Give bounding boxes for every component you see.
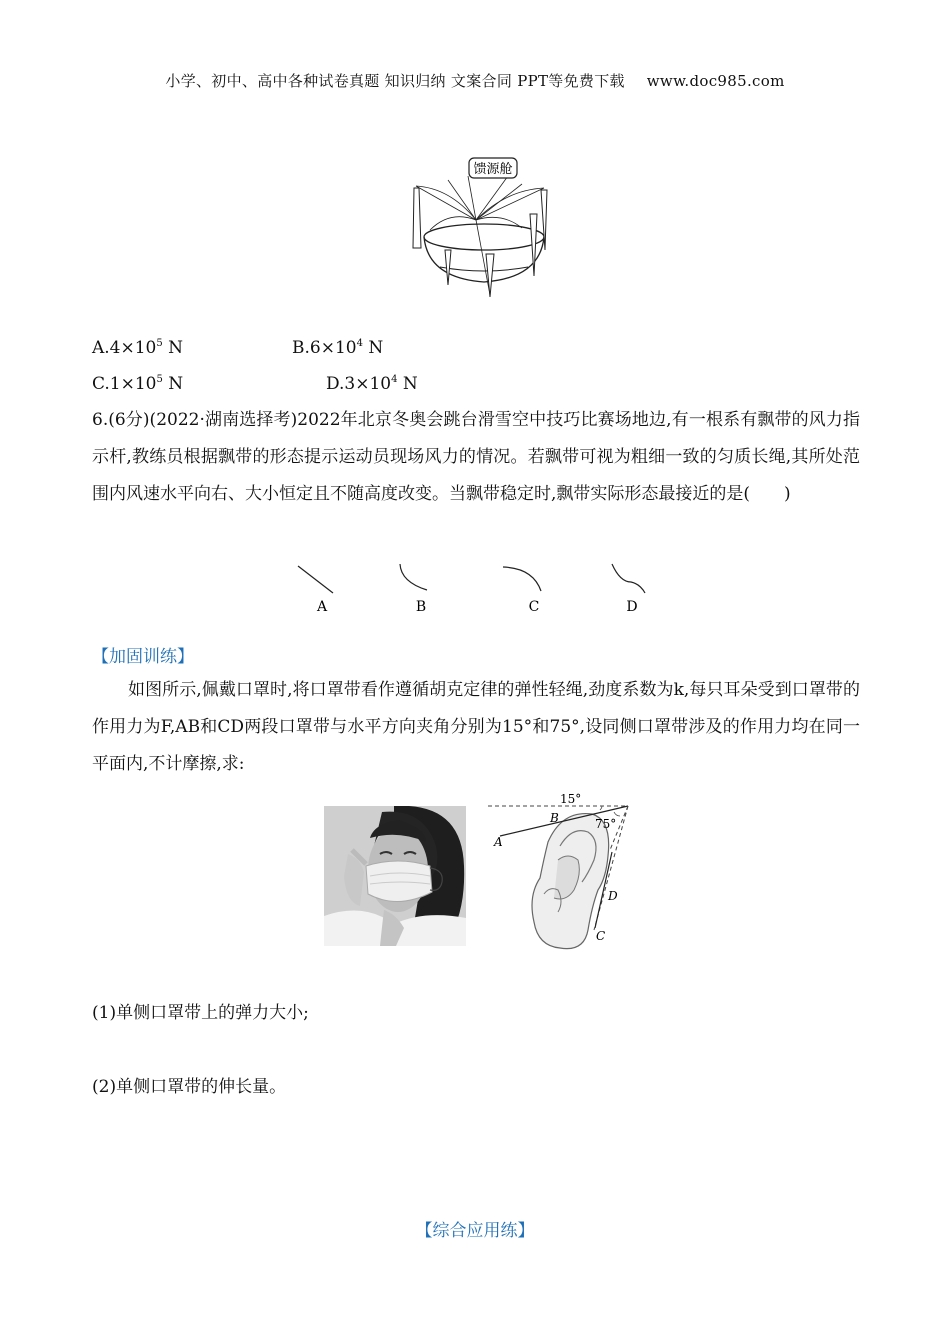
ribbon-a-shape (298, 566, 333, 593)
angle-75-label: 75° (595, 817, 617, 831)
feed-cabin-label: 馈源舱 (473, 162, 513, 177)
ribbon-options-figure (285, 560, 665, 618)
header-text: 小学、初中、高中各种试卷真题 知识归纳 文案合同 PPT等免费下载 (165, 72, 625, 90)
ribbon-c-shape (503, 567, 541, 591)
section-heading-reinforcement: 【加固训练】 (92, 647, 194, 667)
sub-question-1: (1)单侧口罩带上的弹力大小; (92, 1003, 309, 1023)
feed-cabin-figure (410, 150, 560, 300)
point-b-label: B (550, 811, 559, 825)
ribbon-b-shape (400, 564, 427, 590)
header-url: www.doc985.com (646, 72, 785, 90)
section-heading-comprehensive: 【综合应用练】 (415, 1221, 535, 1241)
ribbon-label-c: C (528, 599, 540, 615)
option-a: $A.4\times 10^5$ N (92, 338, 184, 358)
angle-15-label: 15° (560, 792, 582, 806)
option-c: $C.1\times 10^5$ N (92, 374, 184, 394)
ribbon-label-a: A (316, 599, 328, 615)
ribbon-label-b: B (415, 599, 427, 615)
sub-question-2: (2)单侧口罩带的伸长量。 (92, 1077, 287, 1097)
problem-text: 如图所示,佩戴口罩时,将口罩带看作遵循胡克定律的弹性轻绳,劲度系数为k,每只耳朵受到口罩带的作用力为F,AB和CD两段口罩带与水平方向夹角分别为15°和75°,设同侧口罩带涉及的作用力均在同一平面内,不计摩擦,求: (92, 680, 860, 774)
point-d-label: D (608, 889, 618, 903)
page-header (0, 70, 950, 91)
ribbon-label-d: D (626, 599, 638, 615)
option-d: $D.3\times 10^4$ N (326, 374, 418, 394)
ear-force-diagram (488, 790, 638, 955)
mask-wearing-photo (324, 806, 466, 946)
point-c-label: C (596, 929, 606, 943)
ribbon-d-shape (612, 564, 645, 593)
question-6-text: 6.(6分)(2022·湖南选择考)2022年北京冬奥会跳台滑雪空中技巧比赛场地边,有一根系有飘带的风力指示杆,教练员根据飘带的形态提示运动员现场风力的情况。若飘带可视为粗细一致的匀质长绳,其所处范围内风速水平向右、大小恒定且不随高度改变。当飘带稳定时,飘带实际形态最接近的是( ) (92, 410, 860, 504)
point-a-label: A (494, 835, 503, 849)
option-b: $B.6\times 10^4$ N (292, 338, 384, 358)
